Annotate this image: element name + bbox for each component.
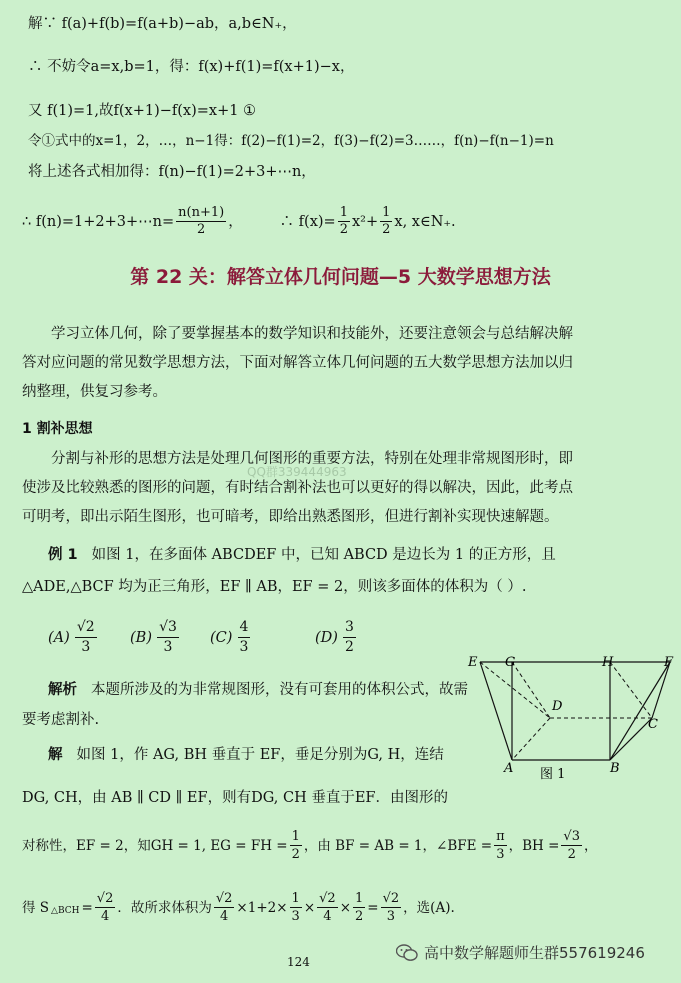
fraction-den: 3: [386, 909, 396, 924]
example-line-1: [48, 545, 556, 565]
edge-ea: [480, 662, 512, 760]
example-label: 例 1: [48, 547, 78, 563]
fraction-v1: [214, 890, 235, 925]
option-a-fraction: [75, 618, 97, 657]
polyhedron-figure: [460, 650, 680, 790]
fraction-area: [95, 890, 116, 925]
analysis-text-1: 本题所涉及的为非常规图形，没有可套用的体积公式，故需: [91, 682, 468, 698]
subsection-heading: 1 割补思想: [22, 421, 93, 437]
fraction-pi3: [494, 828, 507, 863]
analysis-label: 解析: [48, 682, 77, 698]
fraction-num: √2: [382, 891, 400, 906]
answer-line-3: [22, 828, 597, 863]
answer-line-3-a: 对称性，EF = 2，知GH = 1, EG = FH =: [22, 837, 288, 854]
fraction-num: 3: [343, 618, 356, 638]
analysis-line-1: [48, 680, 468, 700]
fraction-num: 1: [355, 891, 364, 906]
solution-line-4: 令①式中的x=1，2，…，n−1得：f(2)−f(1)=2，f(3)−f(2)=3……，f(n)−f(n−1)=n: [28, 133, 554, 149]
option-c: [210, 618, 250, 657]
option-a: [48, 618, 97, 657]
solution-line-6-c: x²+: [351, 213, 379, 230]
answer-line-3-c: ，BH =: [508, 837, 560, 854]
fraction-den: 2: [197, 222, 206, 237]
figure-caption: 图 1: [540, 767, 566, 782]
fraction-num: π: [496, 829, 505, 844]
solution-line-6-d: x, x∈N₊.: [394, 213, 456, 230]
option-c-label: (C): [210, 630, 233, 646]
vertex-label-b: B: [610, 761, 620, 776]
answer-line-4-f: ×: [339, 899, 352, 916]
answer-line-4-g: =: [367, 899, 379, 916]
option-b: [130, 618, 179, 657]
fraction-den: 3: [239, 639, 249, 655]
answer-line-3-b: ，由 BF = AB = 1，∠BFE =: [303, 837, 493, 854]
edge-fc: [652, 662, 670, 718]
solution-line-1: 解∵ f(a)+f(b)=f(a+b)−ab，a,b∈N₊，: [28, 16, 297, 32]
fraction-den: 4: [323, 909, 332, 924]
solution-line-5: 将上述各式相加得：f(n)−f(1)=2+3+⋯n，: [28, 164, 316, 180]
option-a-label: (A): [48, 630, 70, 646]
fraction-bh: [561, 828, 582, 863]
example-text-1: 如图 1，在多面体 ABCDEF 中，已知 ABCD 是边长为 1 的正方形，且: [91, 547, 556, 563]
fraction-num: n(n+1): [178, 205, 225, 220]
analysis-line-2: 要考虑割补.: [22, 712, 100, 728]
answer-line-4-e: ×: [303, 899, 316, 916]
fraction-den: 2: [345, 639, 354, 655]
fraction-num: √2: [215, 891, 233, 906]
answer-line-4-b: =: [81, 899, 93, 916]
fraction-num: √2: [96, 891, 114, 906]
option-b-label: (B): [130, 630, 152, 646]
fraction-den: 3: [81, 639, 91, 655]
edge-fb: [610, 662, 670, 760]
fraction-v3: [317, 890, 338, 925]
vertex-label-c: C: [648, 717, 658, 732]
solution-line-2: ∴ 不妨令a=x,b=1，得：f(x)+f(1)=f(x+1)−x，: [28, 59, 355, 75]
fraction-den: 2: [382, 222, 391, 237]
solution-line-6-a: ∴ f(n)=1+2+3+⋯n=: [22, 213, 175, 230]
solution-line-6-b: ， ∴ f(x)=: [228, 213, 336, 230]
intro-paragraph: 学习立体几何，除了要掌握基本的数学知识和技能外，还要注意领会与总结解决解答对应问题的常见数学思想方法，下面对解答立体几何问题的五大数学思想方法加以归纳整理，供复习参考。: [22, 326, 573, 400]
edge-cb: [610, 718, 652, 760]
fraction-den: 2: [291, 847, 300, 862]
fraction-num: √3: [563, 829, 580, 844]
option-d-fraction: [343, 618, 356, 657]
vertex-label-d: D: [552, 699, 563, 714]
solution-line-6: [22, 205, 456, 238]
fraction-num: 1: [339, 205, 348, 220]
edge-hc: [610, 662, 652, 718]
option-b-fraction: [157, 618, 179, 657]
answer-line-4-d: ×1+2×: [236, 899, 288, 916]
solution-line-3: 又 f(1)=1,故f(x+1)−f(x)=x+1 ①: [28, 103, 257, 119]
brand-watermark: [396, 942, 645, 963]
fraction-half-1: [338, 205, 350, 238]
fraction-den: 3: [163, 639, 173, 655]
answer-line-4-h: ，选(A).: [403, 899, 455, 916]
page-number: 124: [287, 955, 310, 969]
vertex-label-e: E: [468, 655, 478, 670]
vertex-label-a: A: [504, 761, 514, 776]
fraction-eg: [290, 828, 302, 863]
fraction-result: [381, 890, 402, 925]
example-line-2: △ADE,△BCF 均为正三角形，EF ∥ AB，EF = 2，则该多面体的体积为（ ）.: [22, 579, 527, 595]
fraction-den: 4: [100, 909, 110, 924]
answer-line-4-a: 得 S: [22, 899, 50, 916]
fraction-den: 3: [291, 909, 300, 924]
edge-ed: [480, 662, 550, 718]
answer-line-3-d: ，: [583, 837, 598, 854]
vertex-label-h: H: [602, 655, 614, 670]
answer-line-1: [48, 745, 444, 765]
vertex-label-g: G: [505, 655, 516, 670]
fraction-den: 2: [339, 222, 348, 237]
fraction-num: √3: [157, 618, 179, 638]
fraction-num: √2: [75, 618, 97, 638]
wechat-icon: [396, 944, 418, 962]
subsection-paragraph: 分割与补形的思想方法是处理几何图形的重要方法，特别在处理非常规图形时，即使涉及比较熟悉的图形的问题，有时结合割补法也可以更好的得以解决，因此，此考点可明考，即出示陌生图形，也可暗考，即给出熟悉图形，但进行割补实现快速解题。: [22, 451, 573, 525]
vertex-label-f: F: [664, 655, 674, 670]
fraction-nn1-2: [176, 205, 226, 238]
edge-gd: [512, 662, 550, 718]
edge-da: [512, 718, 550, 760]
answer-subscript: △BCH: [51, 906, 80, 916]
section-title: 第 22 关：解答立体几何问题—5 大数学思想方法: [130, 266, 551, 288]
fraction-num: 4: [238, 618, 251, 638]
fraction-half-2: [380, 205, 392, 238]
option-d: [315, 618, 356, 657]
option-c-fraction: [238, 618, 251, 657]
watermark-qq: QQ群339444963: [247, 465, 347, 479]
answer-line-2: DG, CH，由 AB ∥ CD ∥ EF，则有DG, CH 垂直于EF．由图形的: [22, 790, 448, 806]
fraction-v2: [290, 890, 302, 925]
answer-line-4: [22, 890, 455, 925]
fraction-den: 2: [567, 847, 576, 862]
option-d-label: (D): [315, 630, 338, 646]
fraction-num: 1: [291, 829, 300, 844]
fraction-v4: [353, 890, 365, 925]
answer-line-4-c: ．故所求体积为: [117, 899, 212, 916]
fraction-den: 4: [220, 909, 229, 924]
answer-label: 解: [48, 747, 63, 763]
fraction-den: 3: [496, 847, 505, 862]
fraction-den: 2: [355, 909, 364, 924]
answer-text-1: 如图 1，作 AG, BH 垂直于 EF，垂足分别为G, H，连结: [76, 747, 444, 763]
fraction-num: 1: [382, 205, 391, 220]
fraction-num: √2: [319, 891, 336, 906]
brand-text: 高中数学解题师生群557619246: [424, 944, 645, 962]
fraction-num: 1: [291, 891, 300, 906]
